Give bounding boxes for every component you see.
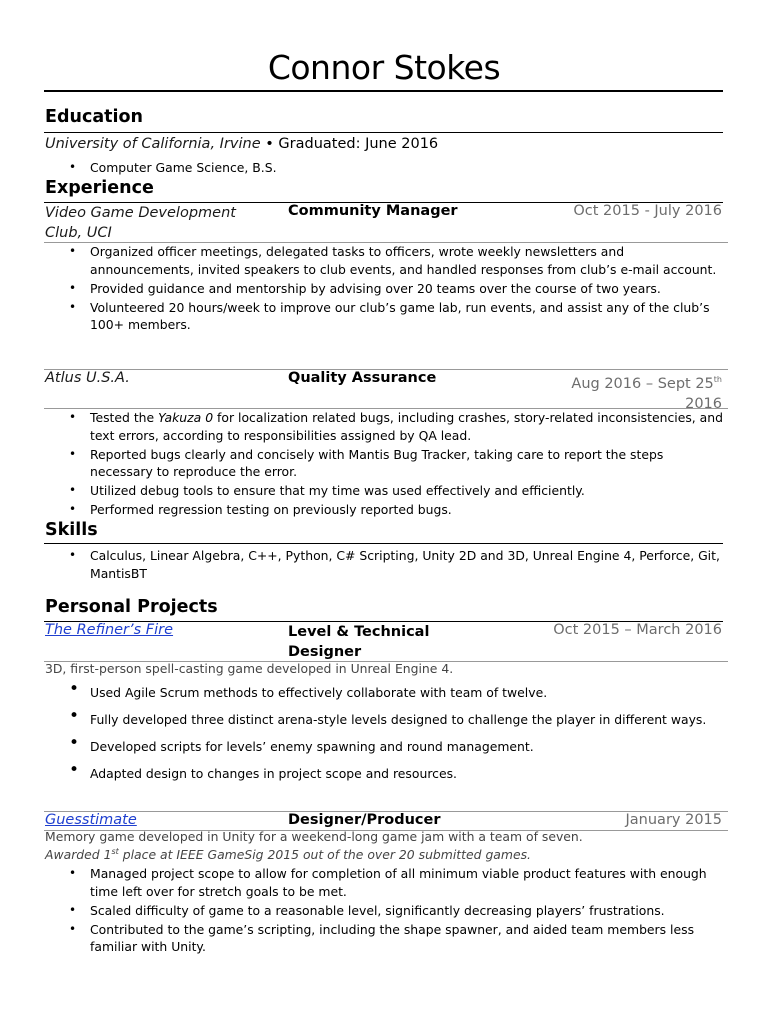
- game-title: Yakuza 0: [158, 410, 214, 425]
- project-bullets: [68, 684, 728, 784]
- list-item: • Calculus, Linear Algebra, C++, Python, C# Scripting, Unity 2D and 3D, Unreal Engine 4, Perforce, Git, MantisBT: [68, 547, 728, 582]
- job-org-line1: Video Game Development: [45, 205, 236, 221]
- list-item: • Organized officer meetings, delegated tasks to officers, wrote weekly newsletters and announcements, invited speakers to club events, and handled responses from club’s e-mail account.: [68, 243, 728, 278]
- job-date-suffix: th: [713, 375, 722, 384]
- job-org: [45, 203, 236, 243]
- project-description: Memory game developed in Unity for a weekend-long game jam with a team of seven.: [45, 829, 583, 844]
- project-description: 3D, first-person spell-casting game developed in Unreal Engine 4.: [45, 661, 454, 676]
- list-item: [68, 409, 728, 444]
- projects-heading: Personal Projects: [45, 597, 218, 617]
- project-role: [288, 622, 429, 662]
- job-org: Atlus U.S.A.: [45, 370, 130, 386]
- job-date-text: Aug 2016 – Sept 25: [571, 375, 714, 392]
- education-separator: •: [260, 136, 279, 152]
- bullet-text: Tested the: [90, 410, 159, 425]
- project-date: Oct 2015 – March 2016: [553, 622, 722, 638]
- project-role-line2: Designer: [288, 644, 362, 660]
- project-bullets: [68, 865, 728, 957]
- education-heading: Education: [45, 107, 143, 127]
- award-text: place at IEEE GameSig 2015 out of the over 20 submitted games.: [118, 847, 531, 863]
- job-title: Community Manager: [288, 203, 458, 219]
- project-role: Designer/Producer: [288, 812, 441, 828]
- job-bullets: [68, 243, 728, 335]
- list-item: • Reported bugs clearly and concisely with Mantis Bug Tracker, taking care to report the steps necessary to reproduce the error.: [68, 446, 728, 481]
- job-title: Quality Assurance: [288, 370, 437, 386]
- job-date-year: 2016: [685, 395, 722, 412]
- list-item: • Fully developed three distinct arena-style levels designed to challenge the player in different ways.: [68, 711, 728, 729]
- education-list: [68, 159, 728, 178]
- job-date: Oct 2015 - July 2016: [573, 203, 722, 219]
- list-item: • Provided guidance and mentorship by advising over 20 teams over the course of two years.: [68, 280, 728, 298]
- list-item: • Scaled difficulty of game to a reasonable level, significantly decreasing players’ frustrations.: [68, 902, 728, 920]
- education-line: [45, 136, 438, 152]
- school-name: University of California, Irvine: [45, 136, 261, 152]
- list-item: • Adapted design to changes in project scope and resources.: [68, 765, 728, 783]
- skills-heading: Skills: [45, 520, 98, 540]
- list-item: • Managed project scope to allow for completion of all minimum viable product features with enough time left over for stretch goals to be met.: [68, 865, 728, 900]
- job-org-line2: Club, UCI: [45, 225, 112, 241]
- job-bullets: [68, 409, 728, 520]
- project-link[interactable]: Guesstimate: [45, 812, 137, 828]
- project-role-line1: Level & Technical: [288, 624, 430, 640]
- skills-list: [68, 547, 728, 584]
- bullet-text: for localization related bugs, including crashes, story-related inconsistencies, and text errors, according to responsibilities assigned by QA lead.: [90, 410, 723, 443]
- list-item: • Utilized debug tools to ensure that my time was used effectively and efficiently.: [68, 482, 728, 500]
- award-suffix: st: [111, 847, 119, 856]
- skills-divider: [44, 543, 723, 544]
- list-item: • Contributed to the game’s scripting, including the shape spawner, and aided team members less familiar with Unity.: [68, 921, 728, 956]
- list-item: • Computer Game Science, B.S.: [68, 159, 728, 177]
- list-item: • Developed scripts for levels’ enemy spawning and round management.: [68, 738, 728, 756]
- list-item: • Volunteered 20 hours/week to improve our club’s game lab, run events, and assist any of the club’s 100+ members.: [68, 299, 728, 334]
- experience-heading: Experience: [45, 178, 154, 198]
- resume-name: Connor Stokes: [267, 48, 501, 87]
- list-item: • Performed regression testing on previously reported bugs.: [68, 501, 728, 519]
- award-text: Awarded 1: [45, 847, 112, 863]
- project-award: [45, 847, 531, 862]
- project-date: January 2015: [625, 812, 722, 828]
- list-item: • Used Agile Scrum methods to effectively collaborate with team of twelve.: [68, 684, 728, 702]
- name-divider: [44, 90, 723, 92]
- project-link[interactable]: The Refiner’s Fire: [45, 622, 174, 638]
- education-divider: [44, 132, 723, 133]
- graduation-date: Graduated: June 2016: [278, 136, 439, 152]
